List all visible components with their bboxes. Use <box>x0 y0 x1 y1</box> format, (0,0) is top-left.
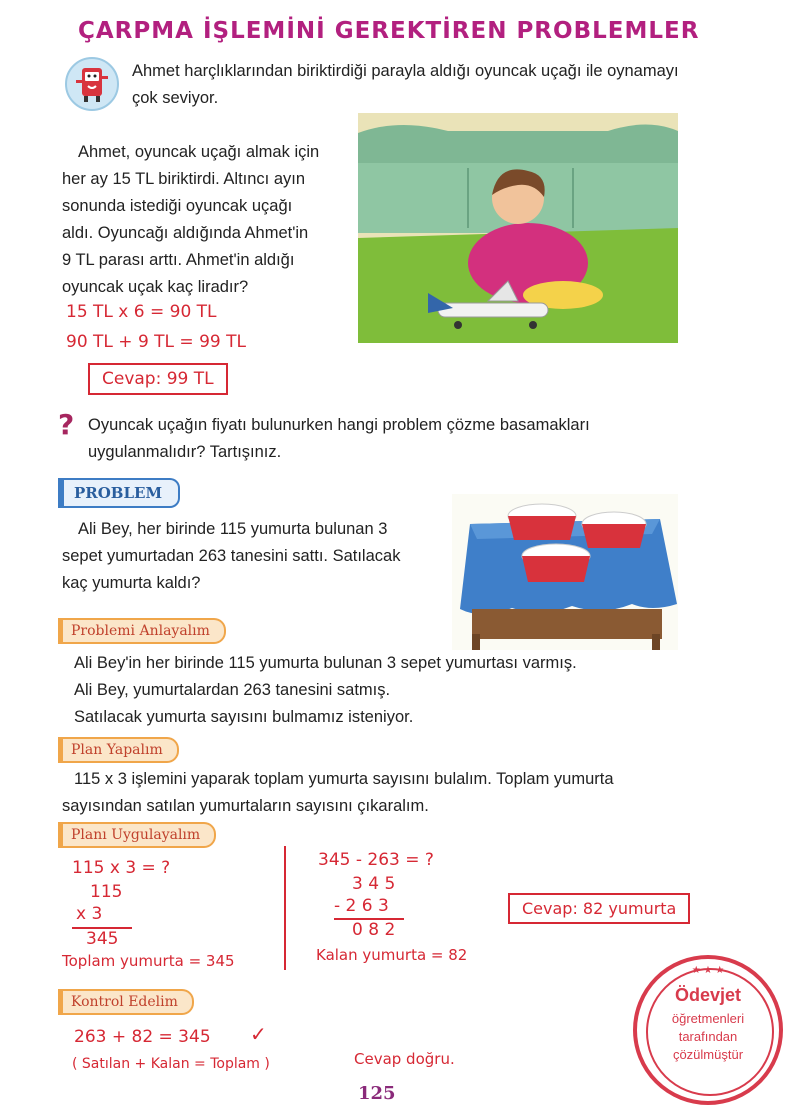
problem1-line: her ay 15 TL biriktirdi. Altıncı ayın <box>62 170 306 188</box>
check-result: Cevap doğru. <box>354 1050 455 1068</box>
problem2-line: kaç yumurta kaldı? <box>62 574 201 592</box>
check-note: ( Satılan + Kalan = Toplam ) <box>72 1056 270 1072</box>
understand-line: Ali Bey'in her birinde 115 yumurta bulunan 3 sepet yumurtası varmış. <box>74 654 577 672</box>
question-line: Oyuncak uçağın fiyatı bulunurken hangi problem çözme basamakları <box>88 416 590 434</box>
problem1-line: 9 TL parası arttı. Ahmet'in aldığı <box>62 251 295 269</box>
problem1-line: oyuncak uçak kaç liradır? <box>62 278 249 296</box>
odevjet-stamp <box>633 955 783 1105</box>
problem2-text <box>62 516 442 597</box>
discussion-question <box>88 412 680 466</box>
check-mark-icon: ✓ <box>250 1022 267 1046</box>
question-line: uygulanmalıdır? Tartışınız. <box>88 443 282 461</box>
sub-top: 3 4 5 <box>352 874 396 894</box>
problem2-line: Ali Bey, her birinde 115 yumurta bulunan 3 <box>78 520 388 538</box>
stage-tag-plan: Plan Yapalım <box>58 737 179 763</box>
problem1-text <box>62 139 346 301</box>
mult-result: 345 <box>86 929 119 949</box>
problem-tag: PROBLEM <box>58 478 180 508</box>
problem2-line: sepet yumurtadan 263 tanesini sattı. Satılacak <box>62 547 401 565</box>
problem1-line: sonunda istediği oyuncak uçağı <box>62 197 293 215</box>
answer-box-1: Cevap: 99 TL <box>88 363 228 395</box>
egg-baskets-illustration <box>452 494 678 650</box>
stamp-stars: ★ ★ ★ <box>691 965 725 976</box>
work-line-2: 90 TL + 9 TL = 99 TL <box>66 332 246 352</box>
understand-line: Satılacak yumurta sayısını bulmamız isteniyor. <box>74 708 414 726</box>
boy-plane-illustration <box>358 113 678 343</box>
mult-header: 115 x 3 = ? <box>72 858 171 878</box>
mult-label: Toplam yumurta = 345 <box>62 952 235 970</box>
mult-top: 115 <box>90 882 123 902</box>
work-divider <box>284 846 286 970</box>
problem1-line: Ahmet, oyuncak uçağı almak için <box>78 143 320 161</box>
intro-text: Ahmet harçlıklarından biriktirdiği parayla aldığı oyuncak uçağı ile oynamayı çok seviyor. <box>132 62 679 107</box>
understand-line: Ali Bey, yumurtalardan 263 tanesini satmış. <box>74 681 391 699</box>
stamp-brand: Ödevjet <box>674 985 742 1005</box>
problem1-line: aldı. Oyuncağı aldığında Ahmet'in <box>62 224 309 242</box>
plan-line: 115 x 3 işlemini yaparak toplam yumurta sayısını bulalım. Toplam yumurta <box>74 770 614 788</box>
question-mark-icon: ? <box>58 408 75 441</box>
sub-operator: - 2 6 3 <box>334 896 389 916</box>
check-equation: 263 + 82 = 345 <box>74 1027 211 1047</box>
stage-tag-understand: Problemi Anlayalım <box>58 618 226 644</box>
stage-tag-apply: Planı Uygulayalım <box>58 822 216 848</box>
mult-operator: x 3 <box>76 904 103 924</box>
work-line-1: 15 TL x 6 = 90 TL <box>66 302 217 322</box>
stamp-line: öğretmenleri <box>671 1011 745 1026</box>
page-number: 125 <box>358 1083 396 1104</box>
page-title: ÇARPMA İŞLEMİNİ GEREKTİREN PROBLEMLER <box>78 18 700 44</box>
sub-result: 0 8 2 <box>352 920 396 940</box>
plan-text <box>62 766 676 820</box>
understand-text <box>74 650 694 731</box>
sub-header: 345 - 263 = ? <box>318 850 434 870</box>
plan-line: sayısından satılan yumurtaların sayısını çıkaralım. <box>62 797 429 815</box>
stamp-line: çözülmüştür <box>672 1047 744 1062</box>
mascot-icon <box>64 56 120 112</box>
stamp-line: tarafından <box>678 1029 738 1044</box>
answer-box-2: Cevap: 82 yumurta <box>508 893 690 924</box>
stage-tag-check: Kontrol Edelim <box>58 989 194 1015</box>
sub-label: Kalan yumurta = 82 <box>316 946 468 964</box>
